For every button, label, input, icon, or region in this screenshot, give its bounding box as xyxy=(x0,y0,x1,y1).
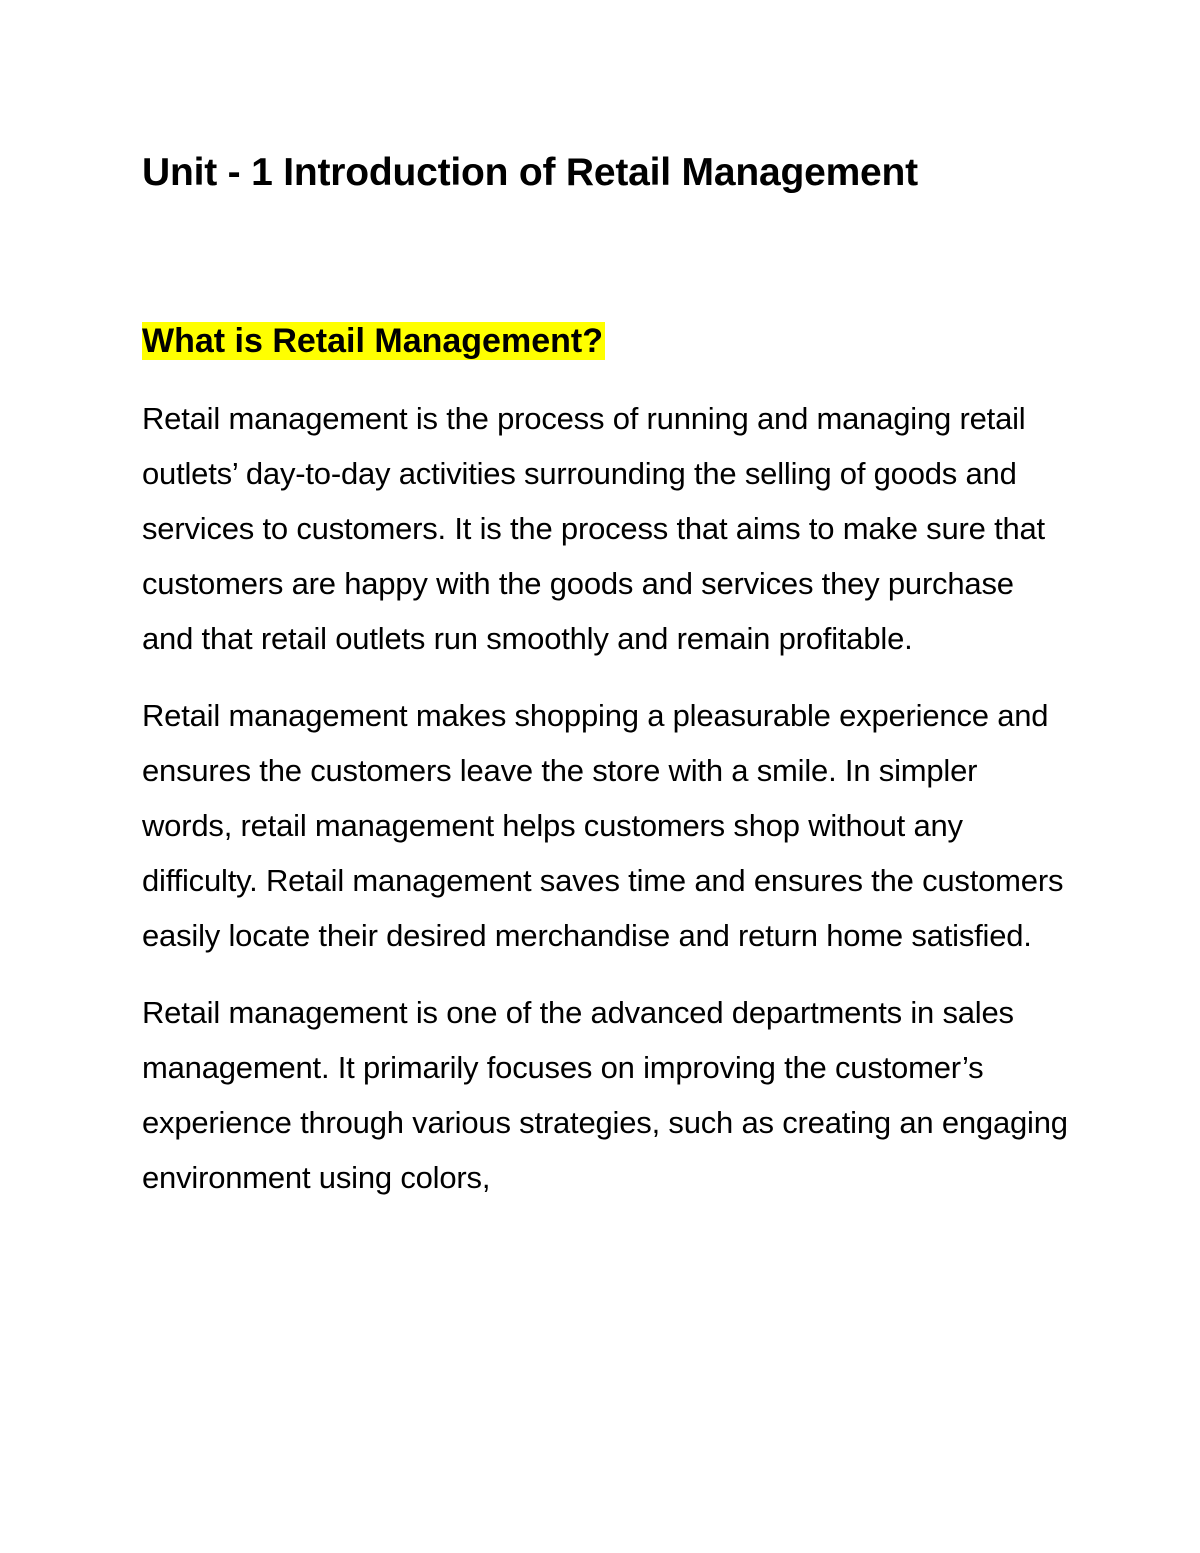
paragraph-3: Retail management is one of the advanced departments in sales management. It primarily focuses on improving the customer’s experience through various strategies, such as creating an engaging environment using colors, xyxy=(142,995,1068,1195)
section-heading xyxy=(142,315,1072,367)
highlighted-heading-text: What is Retail Management? xyxy=(142,322,603,360)
document-content xyxy=(142,146,1072,1205)
document-title: Unit - 1 Introduction of Retail Management xyxy=(142,151,918,194)
paragraph-1: Retail management is the process of running and managing retail outlets’ day-to-day activities surrounding the selling of goods and services to customers. It is the process that aims to make sure that customers are happy with the goods and services they purchase and that retail outlets run smoothly and remain profitable. xyxy=(142,401,1045,656)
paragraph-2: Retail management makes shopping a pleasurable experience and ensures the customers leave the store with a smile. In simpler words, retail management helps customers shop without any difficulty. Retail management saves time and ensures the customers easily locate their desired merchandise and return home satisfied. xyxy=(142,698,1064,953)
